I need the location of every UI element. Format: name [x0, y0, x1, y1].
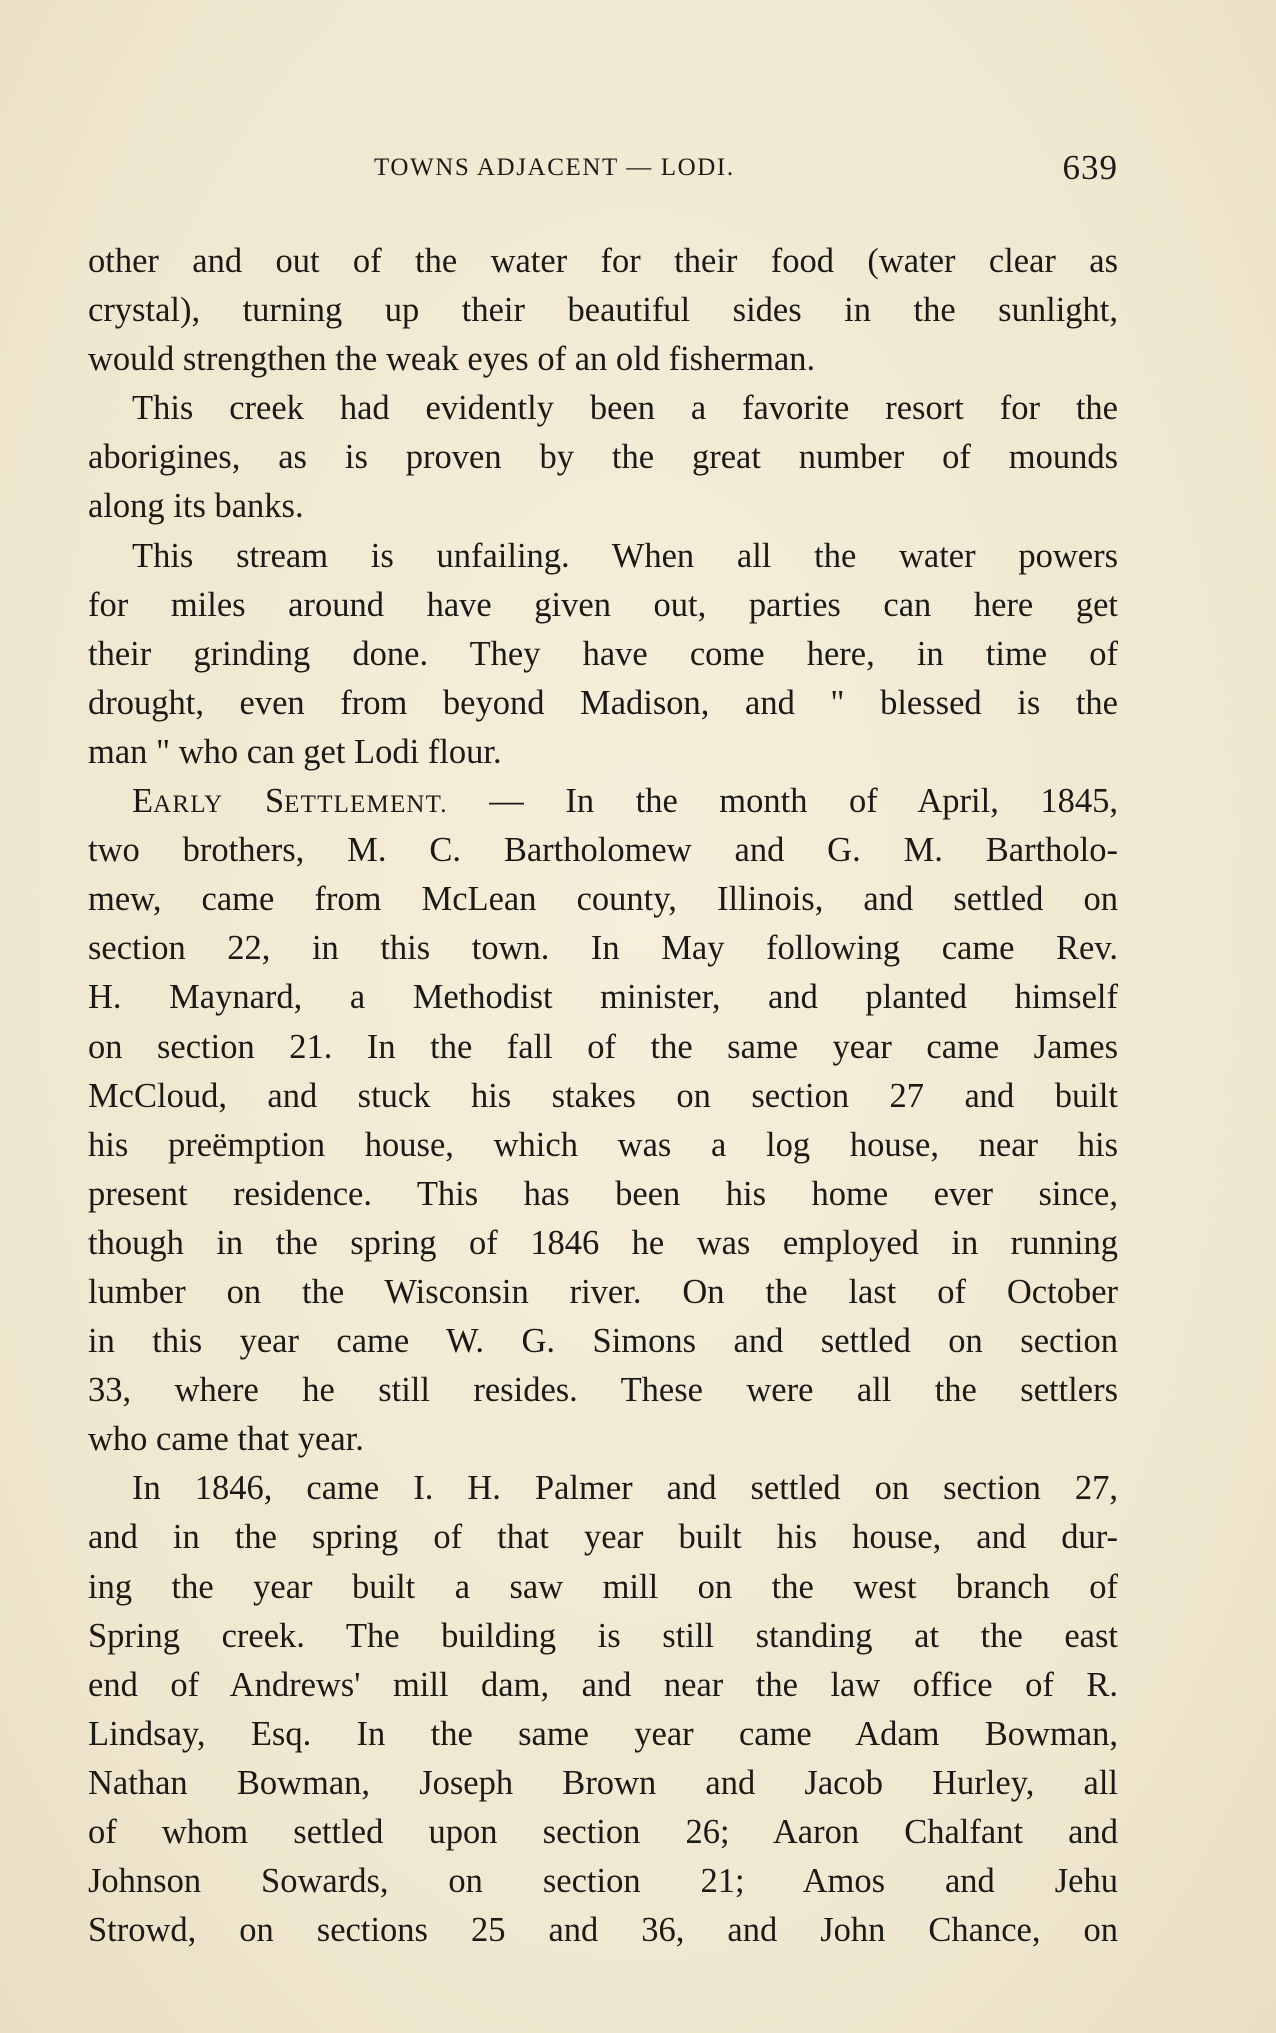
- running-head: [88, 148, 1118, 194]
- text-line: This stream is unfailing. When all the water powers: [132, 536, 1118, 575]
- text-line: aborigines, as is proven by the great number of mounds: [88, 438, 1118, 477]
- text-line: their grinding done. They have come here, in time of: [88, 634, 1118, 673]
- text-line: mew, came from McLean county, Illinois, and settled on: [88, 880, 1118, 919]
- text-line: other and out of the water for their food (water clear as: [88, 242, 1118, 280]
- text-line: two brothers, M. C. Bartholomew and G. M. Bartholo-: [88, 831, 1118, 870]
- text-line: drought, even from beyond Madison, and " blessed is the: [88, 683, 1118, 722]
- text-line: who came that year.: [88, 1420, 364, 1459]
- text-line: H. Maynard, a Methodist minister, and planted himself: [88, 978, 1118, 1017]
- text-line: section 22, in this town. In May following came Rev.: [88, 929, 1118, 968]
- text-line: though in the spring of 1846 he was employed in running: [88, 1223, 1118, 1262]
- text-line: in this year came W. G. Simons and settled on section: [88, 1322, 1118, 1361]
- section-heading-initial: S: [264, 782, 285, 821]
- running-title: TOWNS ADJACENT — LODI.: [374, 154, 735, 181]
- section-heading-smallcaps: ARLY: [153, 791, 224, 819]
- text-line: crystal), turning up their beautiful sides in the sunlight,: [88, 291, 1118, 330]
- text-line: on section 21. In the fall of the same year came James: [88, 1027, 1118, 1066]
- text-line: McCloud, and stuck his stakes on section 27 and built: [88, 1076, 1118, 1115]
- text-line: man " who can get Lodi flour.: [88, 732, 502, 771]
- section-heading-text: — In the month of April, 1845,: [447, 782, 1119, 821]
- text-line: Nathan Bowman, Joseph Brown and Jacob Hurley, all: [88, 1763, 1118, 1802]
- text-line: his preëmption house, which was a log house, near his: [88, 1125, 1118, 1164]
- text-line: for miles around have given out, parties can here get: [88, 585, 1118, 624]
- text-line: 33, where he still resides. These were all the settlers: [88, 1371, 1118, 1410]
- text-line: Strowd, on sections 25 and 36, and John Chance, on: [88, 1911, 1118, 1950]
- text-line: lumber on the Wisconsin river. On the last of October: [88, 1272, 1118, 1311]
- text-line: Lindsay, Esq. In the same year came Adam Bowman,: [88, 1714, 1118, 1753]
- text-line: of whom settled upon section 26; Aaron Chalfant and: [88, 1813, 1118, 1851]
- section-heading-line: [88, 777, 1118, 826]
- text-line: would strengthen the weak eyes of an old fisherman.: [88, 340, 816, 379]
- section-heading-initial: E: [132, 782, 154, 821]
- text-line: In 1846, came I. H. Palmer and settled on section 27,: [132, 1469, 1118, 1508]
- text-line: ing the year built a saw mill on the west branch of: [88, 1567, 1118, 1606]
- section-heading-smallcaps: ETTLEMENT.: [284, 791, 448, 819]
- body-text: [88, 237, 1118, 1955]
- text-line: Johnson Sowards, on section 21; Amos and Jehu: [88, 1862, 1118, 1901]
- page-number: 639: [1062, 148, 1118, 187]
- text-line: end of Andrews' mill dam, and near the law office of R.: [88, 1665, 1118, 1704]
- text-line: present residence. This has been his home ever since,: [88, 1174, 1118, 1213]
- text-line: This creek had evidently been a favorite resort for the: [132, 389, 1118, 428]
- text-line: Spring creek. The building is still standing at the east: [88, 1616, 1118, 1655]
- text-line: and in the spring of that year built his house, and dur-: [88, 1518, 1118, 1557]
- text-line: along its banks.: [88, 487, 304, 526]
